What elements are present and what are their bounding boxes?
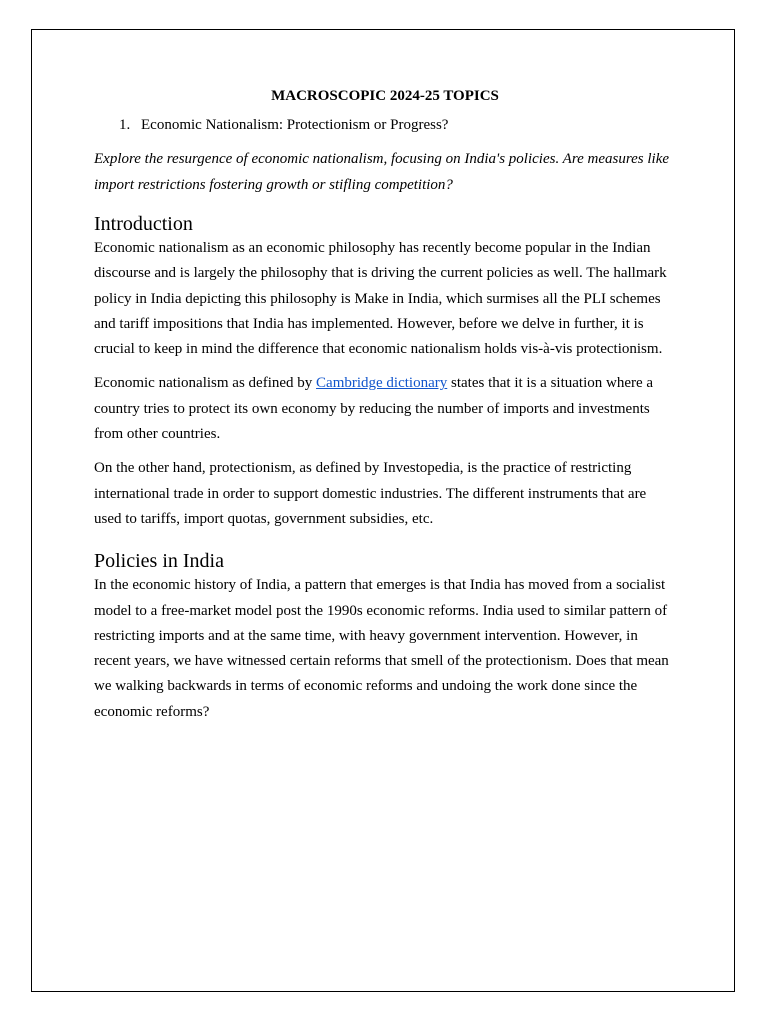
- document-content: [94, 86, 676, 734]
- cambridge-dictionary-link[interactable]: Cambridge dictionary: [316, 375, 448, 392]
- topic-list: [94, 115, 676, 135]
- list-item-number: 1.: [119, 117, 131, 133]
- section-heading-policies-in-india: Policies in India: [94, 550, 224, 573]
- introduction-paragraph-3: On the other hand, protectionism, as defined by Investopedia, is the practice of restricting international trade in order to support domestic industries. The different instruments that are used to tariffs, import quotas, government subsidies, etc.: [94, 460, 647, 527]
- section-heading-introduction: Introduction: [94, 213, 193, 235]
- policies-paragraph-1: In the economic history of India, a pattern that emerges is that India has moved from a socialist model to a free-market model post the 1990s economic reforms. India used to similar pattern of restricting imports and at the same time, with heavy government intervention. However, in recent years, we have witnessed certain reforms that smell of the protectionism. Does that mean we walking backwards in terms of economic reforms and undoing the work done since the economic reforms?: [94, 577, 669, 720]
- list-item: [119, 115, 676, 135]
- paragraph-text: states that it is a situation where a country tries to protect its own economy by reducing the number of imports and investments from other countries.: [94, 375, 654, 443]
- section-spacer: [94, 541, 676, 549]
- document-page: [31, 29, 735, 992]
- topic-prompt: Explore the resurgence of economic nationalism, focusing on India's policies. Are measures like import restrictions fostering growth or stifling competition?: [94, 151, 670, 193]
- document-title: MACROSCOPIC 2024-25 TOPICS: [271, 88, 499, 104]
- introduction-paragraph-1: Economic nationalism as an economic philosophy has recently become popular in the Indian discourse and is largely the philosophy that is driving the current policies as well. The hallmark policy in India depicting this philosophy is Make in India, which surmises all the PLI schemes and tariff impositions that India has implemented. However, before we delve in further, it is crucial to keep in mind the difference that economic nationalism holds vis-à-vis protectionism.: [94, 240, 667, 358]
- paragraph-text: Economic nationalism as defined by: [94, 375, 317, 392]
- list-item-text: Economic Nationalism: Protectionism or Progress?: [141, 117, 449, 133]
- introduction-paragraph-2: [94, 371, 676, 447]
